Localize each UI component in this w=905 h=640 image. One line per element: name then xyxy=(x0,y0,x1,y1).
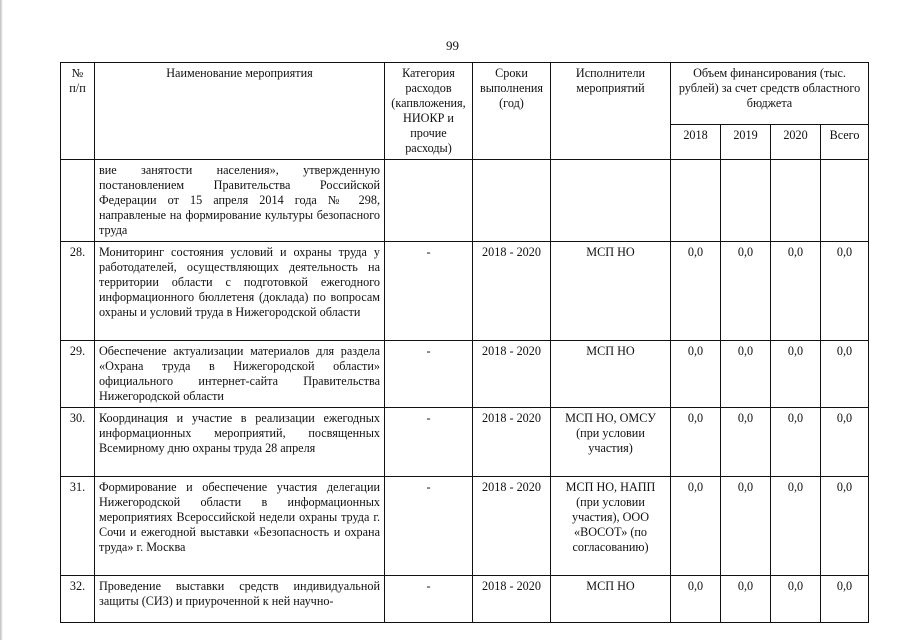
row-category: - xyxy=(385,408,473,477)
row-num: 32. xyxy=(61,576,95,623)
row-executors: МСП НО xyxy=(551,576,671,623)
table-header-row xyxy=(61,63,869,125)
row-value-2018: 0,0 xyxy=(671,477,721,576)
header-term: Сроки выполнения (год) xyxy=(473,63,551,160)
table-row xyxy=(61,160,869,242)
row-value-2020: 0,0 xyxy=(771,341,821,408)
header-num: № п/п xyxy=(61,63,95,160)
row-category: - xyxy=(385,341,473,408)
table-row xyxy=(61,576,869,623)
row-value-2019 xyxy=(721,160,771,242)
row-value-2019: 0,0 xyxy=(721,477,771,576)
measures-table xyxy=(60,62,869,623)
row-value-2020: 0,0 xyxy=(771,576,821,623)
row-executors: МСП НО, НАПП (при условии участия), ООО «ВОСОТ» (по согласованию) xyxy=(551,477,671,576)
header-year-2018: 2018 xyxy=(671,125,721,160)
header-financing: Объем финансирования (тыс. рублей) за счет средств областного бюджета xyxy=(671,63,869,125)
table-row xyxy=(61,242,869,341)
row-value-2019: 0,0 xyxy=(721,576,771,623)
page-number: 99 xyxy=(446,38,459,53)
row-num: 29. xyxy=(61,341,95,408)
row-term: 2018 - 2020 xyxy=(473,242,551,341)
header-name: Наименование мероприятия xyxy=(95,63,385,160)
row-value-2018: 0,0 xyxy=(671,576,721,623)
row-term: 2018 - 2020 xyxy=(473,408,551,477)
row-name: Мониторинг состояния условий и охраны труда у работодателей, осуществляющих деятельность на территории области с подготовкой ежегодного информационного бюллетеня (доклада) по вопросам охраны и условий труда в Нижегородской области xyxy=(95,242,385,341)
row-num: 30. xyxy=(61,408,95,477)
row-name: Формирование и обеспечение участия делегации Нижегородской области в информационных мероприятиях Всероссийской недели охраны труда г. Сочи и ежегодной выставки «Безопасность и охрана труда» г. Москва xyxy=(95,477,385,576)
row-value-total: 0,0 xyxy=(821,341,869,408)
row-value-2019: 0,0 xyxy=(721,242,771,341)
row-value-2018: 0,0 xyxy=(671,242,721,341)
row-category: - xyxy=(385,242,473,341)
row-num: 31. xyxy=(61,477,95,576)
row-term: 2018 - 2020 xyxy=(473,477,551,576)
row-value-2020: 0,0 xyxy=(771,242,821,341)
header-total: Всего xyxy=(821,125,869,160)
table-row xyxy=(61,408,869,477)
header-executors: Исполнители мероприятий xyxy=(551,63,671,160)
row-value-total: 0,0 xyxy=(821,576,869,623)
header-category: Категория расходов (капвложения, НИОКР и прочие расходы) xyxy=(385,63,473,160)
scan-edge xyxy=(0,0,3,640)
row-executors: МСП НО xyxy=(551,341,671,408)
row-category xyxy=(385,160,473,242)
row-executors xyxy=(551,160,671,242)
row-value-2018: 0,0 xyxy=(671,341,721,408)
row-value-2018 xyxy=(671,160,721,242)
row-value-2018: 0,0 xyxy=(671,408,721,477)
row-value-2019: 0,0 xyxy=(721,408,771,477)
row-value-2020: 0,0 xyxy=(771,477,821,576)
row-executors: МСП НО, ОМСУ (при условии участия) xyxy=(551,408,671,477)
row-value-2020: 0,0 xyxy=(771,408,821,477)
row-value-2019: 0,0 xyxy=(721,341,771,408)
row-term: 2018 - 2020 xyxy=(473,576,551,623)
row-term xyxy=(473,160,551,242)
row-num: 28. xyxy=(61,242,95,341)
header-year-2019: 2019 xyxy=(721,125,771,160)
table-row xyxy=(61,341,869,408)
row-term: 2018 - 2020 xyxy=(473,341,551,408)
row-executors: МСП НО xyxy=(551,242,671,341)
table-row xyxy=(61,477,869,576)
row-value-total xyxy=(821,160,869,242)
row-category: - xyxy=(385,477,473,576)
header-year-2020: 2020 xyxy=(771,125,821,160)
row-name: вие занятости населения», утвержденную постановлением Правительства Российской Федерации от 15 апреля 2014 года № 298, направленые на формирование культуры безопасного труда xyxy=(95,160,385,242)
row-value-total: 0,0 xyxy=(821,242,869,341)
row-value-total: 0,0 xyxy=(821,477,869,576)
row-name: Проведение выставки средств индивидуальной защиты (СИЗ) и приуроченной к ней научно- xyxy=(95,576,385,623)
row-num xyxy=(61,160,95,242)
row-category: - xyxy=(385,576,473,623)
row-name: Координация и участие в реализации ежегодных информационных мероприятий, посвященных Всемирному дню охраны труда 28 апреля xyxy=(95,408,385,477)
row-name: Обеспечение актуализации материалов для раздела «Охрана труда в Нижегородской области» официального интернет-сайта Правительства Нижегородской области xyxy=(95,341,385,408)
row-value-2020 xyxy=(771,160,821,242)
row-value-total: 0,0 xyxy=(821,408,869,477)
